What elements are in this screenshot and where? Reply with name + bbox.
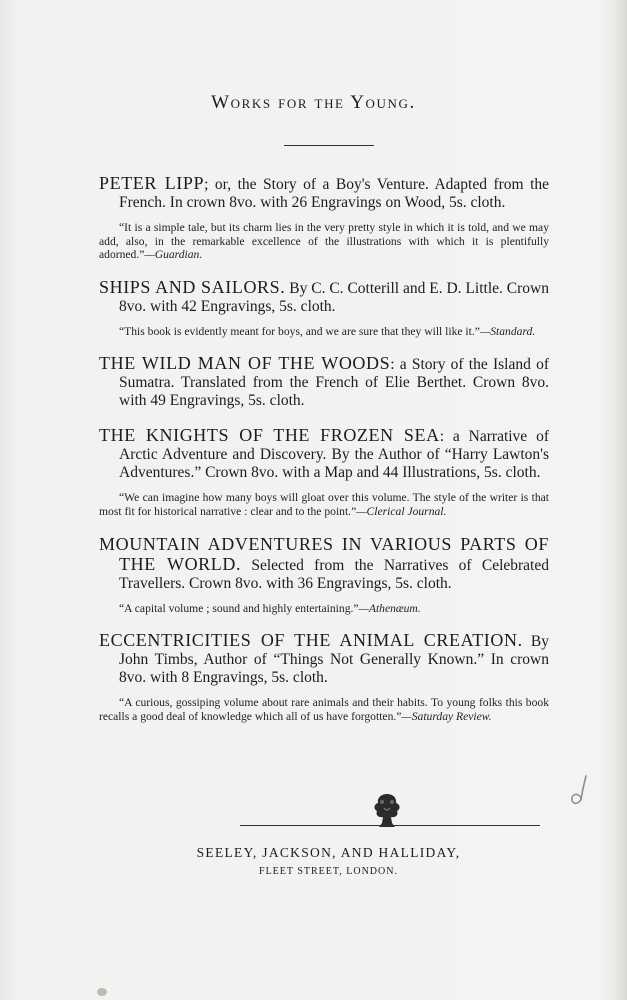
- printers-ornament-icon: [370, 790, 404, 830]
- review-text: “We can imagine how many boys will gloat over this volume. The style of the writer is that most fit for historical narrative : clear and to the point.”: [99, 491, 549, 518]
- review-source: —Saturday Review.: [401, 709, 492, 723]
- review-source: —Athenæum.: [358, 601, 421, 615]
- entry-review: [99, 696, 549, 723]
- ink-smudge: [97, 988, 107, 996]
- entry-description: Selected from the Narratives of Celebrated Travellers. Crown 8vo. with 36 Engravings, 5s. cloth.: [119, 556, 549, 592]
- review-source: —Standard.: [479, 324, 536, 338]
- book-entry-eccentricities-animal-creation: [99, 631, 549, 723]
- review-source: —Clerical Journal.: [356, 504, 447, 518]
- entry-description: : a Story of the Island of Sumatra. Translated from the French of Elie Berthet. Crown 8vo. with 49 Engravings, 5s. cloth.: [119, 356, 549, 410]
- book-entry-peter-lipp: [99, 174, 549, 262]
- publisher-address: FLEET STREET, LONDON.: [259, 866, 398, 877]
- entry-description: By John Timbs, Author of “Things Not Generally Known.” In crown 8vo. with 8 Engravings, 5s. cloth.: [119, 633, 549, 687]
- review-text: “A curious, gossiping volume about rare animals and their habits. To young folks this book recalls a good deal of knowledge which all of us have forgotten.”: [99, 696, 549, 723]
- review-source: —Guardian.: [144, 248, 203, 262]
- entry-review: [99, 221, 549, 262]
- entry-description: ; or, the Story of a Boy's Venture. Adapted from the French. In crown 8vo. with 26 Engravings on Wood, 5s. cloth.: [119, 176, 550, 211]
- entry-heading: [99, 631, 549, 687]
- review-text: “A capital volume ; sound and highly entertaining.”: [119, 601, 359, 615]
- review-text: “This book is evidently meant for boys, and we are sure that they will like it.”: [119, 324, 480, 338]
- entry-heading: [99, 174, 549, 212]
- handwritten-margin-note: [566, 770, 596, 810]
- entry-title: THE WILD MAN OF THE WOODS: [99, 353, 391, 374]
- entry-heading: [99, 354, 549, 410]
- book-entry-knights-of-the-frozen-sea: [99, 426, 549, 518]
- advertisement-list: [99, 174, 549, 739]
- entry-title: ECCENTRICITIES OF THE ANIMAL CREATION.: [99, 630, 523, 651]
- entry-review: [99, 325, 549, 339]
- heading-rule: [284, 145, 374, 146]
- entry-heading: [99, 278, 549, 316]
- page-heading: Works for the Young.: [211, 92, 416, 113]
- book-entry-mountain-adventures: [99, 535, 549, 616]
- entry-title: SHIPS AND SAILORS.: [99, 276, 286, 297]
- entry-heading: [99, 535, 549, 593]
- footer-rule: [240, 825, 540, 826]
- entry-review: [99, 602, 549, 616]
- book-entry-ships-and-sailors: [99, 278, 549, 339]
- entry-title: MOUNTAIN ADVENTURES IN VARIOUS PARTS OF THE WORLD.: [99, 533, 549, 574]
- entry-title: PETER LIPP: [99, 173, 205, 193]
- entry-heading: [99, 426, 549, 482]
- entry-review: [99, 491, 549, 518]
- publisher-name: SEELEY, JACKSON, AND HALLIDAY,: [196, 845, 461, 860]
- review-text: “It is a simple tale, but its charm lies in the very pretty style in which it is told, and we may add, also, in the remarkable excellence of the illustrations with which it is plentifully adorned.”: [99, 221, 549, 262]
- entry-description: By C. C. Cotterill and E. D. Little. Crown 8vo. with 42 Engravings, 5s. cloth.: [119, 279, 549, 315]
- book-entry-wild-man-of-the-woods: [99, 354, 549, 410]
- entry-description: : a Narrative of Arctic Adventure and Discovery. By the Author of “Harry Lawton's Adventures.” Crown 8vo. with a Map and 44 Illustrations, 5s. cloth.: [119, 428, 549, 482]
- entry-title: THE KNIGHTS OF THE FROZEN SEA: [99, 425, 440, 446]
